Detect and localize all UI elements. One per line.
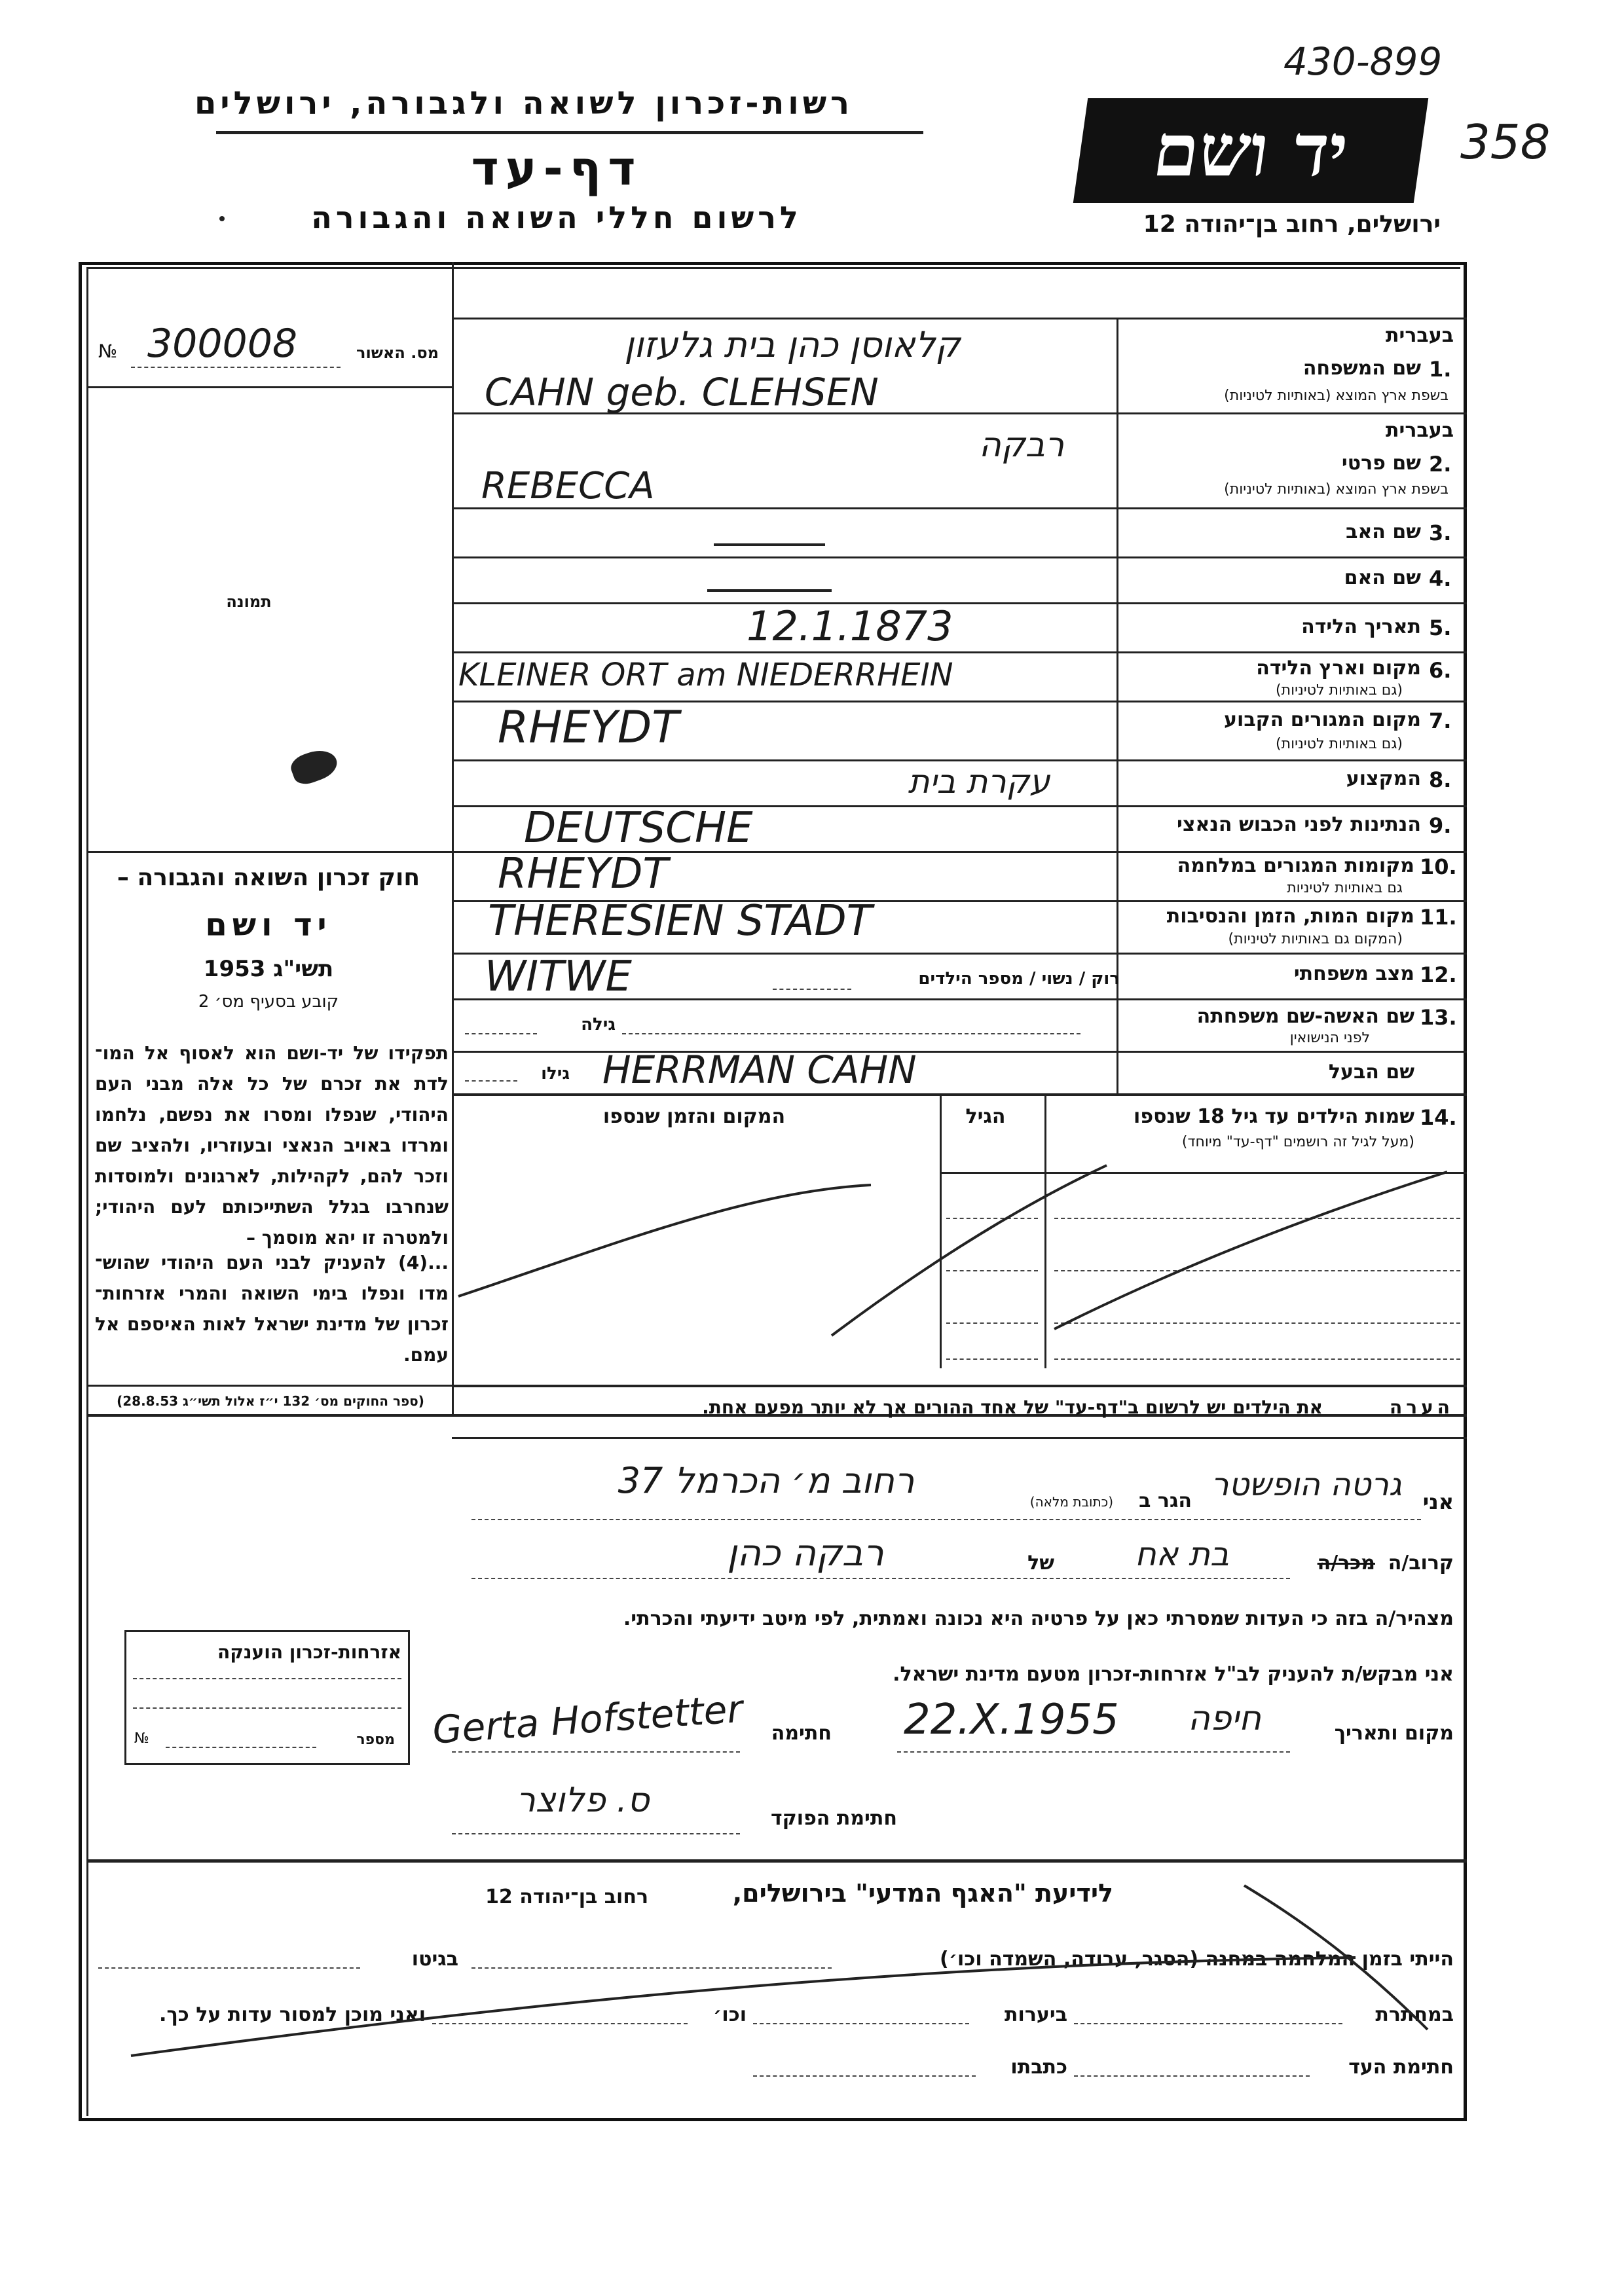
birth-date-value[interactable]: 12.1.1873 — [747, 602, 953, 650]
top-band-rule — [452, 318, 1467, 319]
law-title: חוק זכרון השואה והגבורה – — [117, 864, 420, 891]
declaration-statement: מצהיר/ה בזה כי העדות שמסרתי כאן על פרטיה היא נכונה ואמתית, לפי מיטב ידיעתי והכרתי. — [623, 1607, 1454, 1630]
husband-label: שם הבעל — [1328, 1061, 1414, 1084]
profession-value[interactable]: עקרת בית — [908, 763, 1050, 801]
logo-text: יד ושם — [1148, 108, 1354, 192]
signature-value[interactable]: Gerta Hofstetter — [431, 1686, 745, 1753]
approval-prefix: № — [98, 340, 118, 362]
info-hiding: במחתרת — [1375, 2003, 1454, 2026]
husband-name-value[interactable]: HERRMAN CAHN — [602, 1048, 917, 1092]
field-14-label: שמות הילדים עד גיל 18 שנספו — [1134, 1105, 1414, 1128]
subject-name-value[interactable]: רבקה כהן — [727, 1532, 884, 1575]
approval-number: 300008 — [147, 321, 298, 367]
field-4-number: 4. — [1429, 566, 1452, 591]
family-name-hebrew[interactable]: קלאוסן כהן בית גלעזון — [624, 324, 961, 365]
info-etc: וכו׳ — [713, 2003, 747, 2026]
children-strike-marks — [452, 1113, 1467, 1388]
field-14-sub: (מעל לגיל זה רושמים "דף-עד" מיוחד) — [1181, 1134, 1414, 1150]
field-11-label: מקום המות, הזמן והנסיבות — [1166, 905, 1414, 928]
field-11-sub: (המקום גם באותיות לטיניות) — [1228, 931, 1403, 947]
first-name-hebrew[interactable]: רבקה — [978, 426, 1065, 465]
children-age-column: הגיל — [965, 1105, 1006, 1128]
dot-mark — [219, 216, 225, 221]
citation-rule-top — [86, 1385, 452, 1387]
info-forests: ביערות — [1005, 2003, 1067, 2026]
relative-label: קרוב/ה — [1388, 1552, 1454, 1575]
citizenship-box — [124, 1630, 410, 1765]
law-year: תשי"ג 1953 — [203, 956, 334, 982]
institution-name: רשות-זכרון לשואה ולגבורה, ירושלים — [194, 85, 854, 122]
info-ghetto: בגיטו — [411, 1948, 458, 1971]
full-address-label: (כתובת מלאה) — [1029, 1494, 1113, 1510]
field-4-label: שם האם — [1344, 566, 1421, 589]
marital-options-label: רוק / נשוי / מספר הילדים — [918, 969, 1120, 989]
declaration-i-label: אני — [1422, 1489, 1454, 1514]
strike-stroke-3 — [1054, 1172, 1447, 1329]
place-date-label: מקום ותאריך — [1334, 1722, 1454, 1745]
law-org: יד ושם — [205, 907, 332, 943]
declarant-name[interactable]: גרטה הופשטר — [1211, 1467, 1402, 1503]
citizenship-box-title: אזרחות-זכרון הוענקה — [217, 1641, 401, 1663]
strike-stroke-1 — [458, 1185, 871, 1296]
witness-signature-label: חתימת העד — [1348, 2056, 1454, 2079]
hebrew-label-2: בעברית — [1386, 419, 1454, 442]
info-line1: הייתי בזמן המלחמה במחנה (הסגר, עבודה, השמדה וכו׳) — [940, 1948, 1454, 1971]
children-place-column: המקום והזמן שנספו — [602, 1105, 786, 1128]
field-3-label: שם האב — [1346, 520, 1421, 543]
field-2-latin-sub: בשפת ארץ המוצא (באותיות לטיניות) — [1224, 481, 1449, 498]
of-label: של — [1027, 1552, 1054, 1575]
info-ready: ואני מוכן למסור עדות על כך. — [159, 2003, 426, 2026]
witness-address-label: כתבתו — [1010, 2056, 1067, 2079]
address-value[interactable]: רחוב מ׳ הכרמל 37 — [618, 1460, 915, 1501]
relation-value[interactable]: בת אח — [1135, 1535, 1229, 1573]
field-12-number: 12. — [1420, 962, 1457, 987]
info-strike-marks — [79, 1859, 1467, 2121]
field-8-number: 8. — [1429, 767, 1452, 792]
field-1-latin-sub: בשפת ארץ המוצא (באותיות לטיניות) — [1224, 388, 1449, 404]
field-10-sub: גם באותיות לטיניות — [1287, 880, 1403, 896]
law-paragraph: תפקידו של יד-ושם הוא לאסוף אל המו־ לדת את זכרם של כל אלה מבני העם היהודי, שנפלו ומסרו את נפשם, נלחמו ומרדו באויב הנאצי ובעוזריו, ולהציב שם וזכר להם, לקהילות, לארגונים ולמוסדות שנחרבו בגלל השתייכותם לעם היהודי; ולמטרה זו יהא מוסמך – — [95, 1042, 449, 1248]
form-subtitle: לרשום חללי השואה והגבורה — [311, 200, 802, 235]
approval-label: מס. האשור — [356, 344, 439, 362]
field-6-label: מקום וארץ הלידה — [1256, 657, 1421, 680]
header-address: ירושלים, רחוב בן־יהודה 12 — [1143, 211, 1441, 238]
clerk-signature-value[interactable]: ס. פלוצר — [516, 1781, 650, 1820]
strike-stroke-2 — [832, 1165, 1107, 1336]
institution-underline — [216, 131, 923, 134]
field-8-label: המקצוע — [1346, 767, 1421, 790]
nationality-value[interactable]: DEUTSCHE — [524, 804, 753, 852]
death-place-value[interactable]: THERESIEN STADT — [488, 897, 872, 945]
law-section: קובע בסעיף מס׳ 2 — [198, 992, 339, 1011]
family-name-latin[interactable]: CAHN geb. CLEHSEN — [485, 370, 879, 414]
approval-rule — [86, 386, 452, 388]
signature-label: חתימה — [771, 1722, 832, 1745]
field-5-number: 5. — [1429, 615, 1452, 640]
field-12-label: מצב משפחתי — [1293, 962, 1414, 985]
field-6-number: 6. — [1429, 658, 1452, 683]
field-3-number: 3. — [1429, 520, 1452, 545]
field-9-label: הנתינות לפני הכבוש הנאצי — [1177, 813, 1421, 836]
field-13-sub: לפני הנישואין — [1289, 1030, 1370, 1046]
birthplace-value[interactable]: KLEINER ORT am NIEDERRHEIN — [458, 657, 953, 693]
yad-vashem-logo — [1073, 98, 1428, 203]
law-clause: ...(4) להעניק לבני העם היהודי שהוש־ מדו ונפלו בימי השואה והמרי אזרחות־ זכרון של מדינת ישראל לאות האיספם אל עמם. — [95, 1252, 449, 1366]
field-13-number: 13. — [1420, 1005, 1457, 1030]
field-1-label: שם המשפחה — [1302, 357, 1421, 380]
marital-status-value[interactable]: WITWE — [485, 953, 632, 1001]
photo-label: תמונה — [226, 592, 272, 611]
note-text: את הילדים יש לרשום ב"דף-עד" של אחד ההורים אך לא יותר מפעם אחת. — [702, 1396, 1323, 1418]
note-label: הערה — [1390, 1396, 1454, 1418]
wife-age-label: גילה — [581, 1015, 616, 1034]
info-title: לידיעת "האגף המדעי" בירושלים, — [732, 1879, 1113, 1908]
field-1-number: 1. — [1429, 357, 1452, 382]
field-13-label: שם האשה-שם משפחתה — [1196, 1005, 1414, 1028]
field-9-number: 9. — [1429, 813, 1452, 838]
residence-value[interactable]: RHEYDT — [498, 702, 679, 754]
date-value[interactable]: 22.X.1955 — [904, 1696, 1119, 1744]
field-7-sub: (גם באותיות לטיניות) — [1276, 736, 1403, 752]
photo-rule — [86, 851, 452, 853]
field-10-label: מקומות המגורים במלחמה — [1177, 854, 1414, 877]
place-value[interactable]: חיפה — [1187, 1699, 1262, 1738]
field-6-sub: (גם באותיות לטיניות) — [1276, 682, 1403, 699]
info-strike-stroke-2 — [131, 1958, 1356, 2056]
declaration-request: אני מבקש/ת להעניק לב"ל אזרחות-זכרון מטעם מדינת ישראל. — [893, 1663, 1454, 1686]
field-7-number: 7. — [1429, 708, 1452, 733]
resident-label: הגר ב — [1139, 1489, 1192, 1512]
hebrew-label-1: בעברית — [1386, 324, 1454, 347]
corner-number: 430-899 — [1283, 39, 1443, 84]
citizenship-number-label: מספר — [356, 1732, 395, 1748]
field-5-label: תאריך הלידה — [1301, 615, 1421, 638]
first-name-latin[interactable]: REBECCA — [481, 465, 655, 507]
clerk-signature-label: חתימת הפוקד — [771, 1807, 897, 1830]
form-title: דף-עד — [471, 141, 642, 196]
field-2-number: 2. — [1429, 452, 1452, 477]
citizenship-number-prefix: № — [134, 1730, 149, 1747]
field-14-number: 14. — [1420, 1105, 1457, 1130]
wartime-residence-value[interactable]: RHEYDT — [498, 850, 669, 898]
field-7-label: מקום המגורים הקבוע — [1224, 708, 1421, 731]
field-10-number: 10. — [1420, 854, 1457, 879]
relative-struck: מכר/ה — [1317, 1552, 1375, 1575]
info-address: רחוב בן־יהודה 12 — [485, 1886, 648, 1908]
corner-mark: 358 — [1460, 115, 1551, 170]
field-2-label: שם פרטי — [1341, 452, 1421, 475]
law-citation: (ספר החוקים מס׳ 132 י״ז אלול תשי״ג 28.8.53) — [117, 1393, 424, 1409]
husband-age-label: גילו — [541, 1064, 570, 1084]
field-11-number: 11. — [1420, 905, 1457, 930]
